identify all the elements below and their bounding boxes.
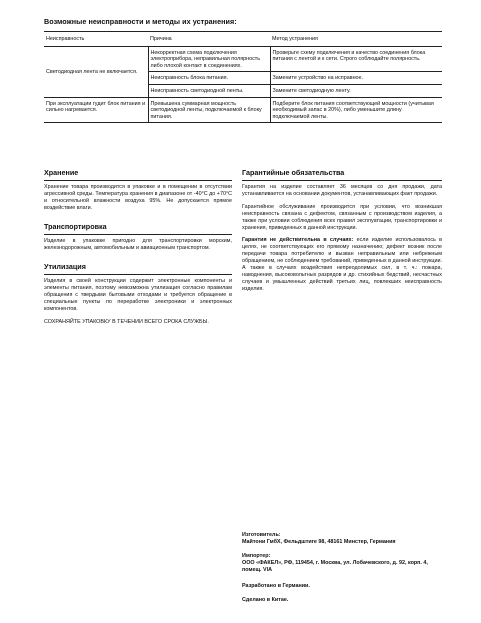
manufacturer-label: Изготовитель: xyxy=(242,532,281,538)
warranty-text xyxy=(242,184,442,299)
table-row xyxy=(44,46,442,72)
header-cause: Причина xyxy=(148,35,270,46)
header-fix: Метод устранения xyxy=(270,35,442,46)
fix-cell: Подберите блок питания соответствующей мощности (учитывая необходимый запас в 20%), либо уменьшите длину подключаемой ленты. xyxy=(270,97,442,123)
storage-paragraph: Хранение товара производится в упаковке и в помещении в отсутствии агрессивной среды. Температура хранения в диапазоне от -40°С до +70°С и относительной влажности воздуха 95%. Не допускается прямое воздействие влаги. xyxy=(44,184,232,211)
warranty-paragraph-3 xyxy=(242,237,442,292)
developed-in: Разработано в Германии. xyxy=(242,583,310,589)
importer-block xyxy=(242,553,447,574)
warranty-title: Гарантийные обязательства xyxy=(242,168,345,177)
cause-cell: Превышена суммарная мощность светодиодной ленты, подключаемой к блоку питания. xyxy=(148,97,270,123)
importer-address: ООО «ФАКЕЛ», РФ, 119454, г. Москва, ул. Лобачевского, д. 92, корп. 4, помещ. VIA xyxy=(242,559,428,573)
packaging-note: СОХРАНЯЙТЕ УПАКОВКУ В ТЕЧЕНИИ ВСЕГО СРОКА СЛУЖБЫ. xyxy=(44,318,209,325)
fix-cell: Проверьте схему подключения и качество соединения блока питания с лентой и к сети. Строго соблюдайте полярность. xyxy=(270,46,442,72)
warranty-exclusions-label: Гарантия не действительна в случаях: xyxy=(242,237,354,244)
disposal-title: Утилизация xyxy=(44,262,86,271)
manufacturer-address: Майтони ГмбХ, Фельдштиге 98, 48161 Минстер, Германия xyxy=(242,538,396,545)
fix-cell: Замените светодиодную ленту. xyxy=(270,84,442,97)
cause-cell: Неисправность блока питания. xyxy=(148,72,270,85)
warranty-exclusions-text: если изделие использовалось в целях, не соответствующих его прямому назначению; дефект возник после передачи товара потребителю и вызван неправильным или небрежным обращением, не соблюдением требований, приведенных в данной инструкции. А также в случаях воздействия непреодолимых сил, в т. ч.: пожара, наводнения, высоковольтных разрядов и др. стихийных бедствий, несчастных случаев и умышленных действий третьих лиц, повлекших неисправность изделия. xyxy=(242,237,442,292)
cause-cell: Неисправность светодиодной ленты. xyxy=(148,84,270,97)
cause-cell: Некорректная схема подключения электроприбора, неправильная полярность либо плохой контакт в соединениях. xyxy=(148,46,270,72)
fix-cell: Замените устройство на исправное. xyxy=(270,72,442,85)
table-row xyxy=(44,97,442,123)
warranty-paragraph-2: Гарантийное обслуживание производится при условии, что возникшая неисправность связана с дефектом, связанным с производством изделия, а также при условии соблюдения всех правил эксплуатации, транспортировки и хранения, приведенных в данной инструкции. xyxy=(242,203,442,231)
importer-label: Импортер: xyxy=(242,553,271,559)
warranty-paragraph-1: Гарантия на изделие составляет 36 месяцев со дня продажи, дата устанавливается на основании документов, устанавливающих факт продажи. xyxy=(242,184,442,197)
faults-title: Возможные неисправности и методы их устранения: xyxy=(44,17,237,26)
storage-text xyxy=(44,184,232,218)
header-fault: Неисправность xyxy=(44,35,148,46)
transport-paragraph: Изделие в упаковке пригодно для транспортировки морским, железнодорожным, автомобильным и авиационным транспортом. xyxy=(44,238,232,251)
faults-table xyxy=(44,35,442,123)
manufacturer-block xyxy=(242,532,447,546)
title-divider xyxy=(44,31,442,32)
transport-text xyxy=(44,238,232,258)
fault-cell: Светодиодная лента не включается. xyxy=(44,46,148,97)
disposal-divider xyxy=(44,274,232,275)
disposal-paragraph: Изделия в своей конструкции содержит электронные компоненты и элементы питания, поэтому невозможна утилизация согласно правилам обращения с твердыми бытовыми отходами и требуется обращение в специальные пункты по переработке электроники и электронных компонентов. xyxy=(44,278,232,312)
disposal-text xyxy=(44,278,232,331)
storage-divider xyxy=(44,180,232,181)
made-in: Сделано в Китае. xyxy=(242,597,289,603)
transport-divider xyxy=(44,234,232,235)
storage-title: Хранение xyxy=(44,168,79,177)
fault-cell: При эксплуатации гудит блок питания и сильно нагревается. xyxy=(44,97,148,123)
warranty-divider xyxy=(242,180,442,181)
transport-title: Транспортировка xyxy=(44,222,107,231)
